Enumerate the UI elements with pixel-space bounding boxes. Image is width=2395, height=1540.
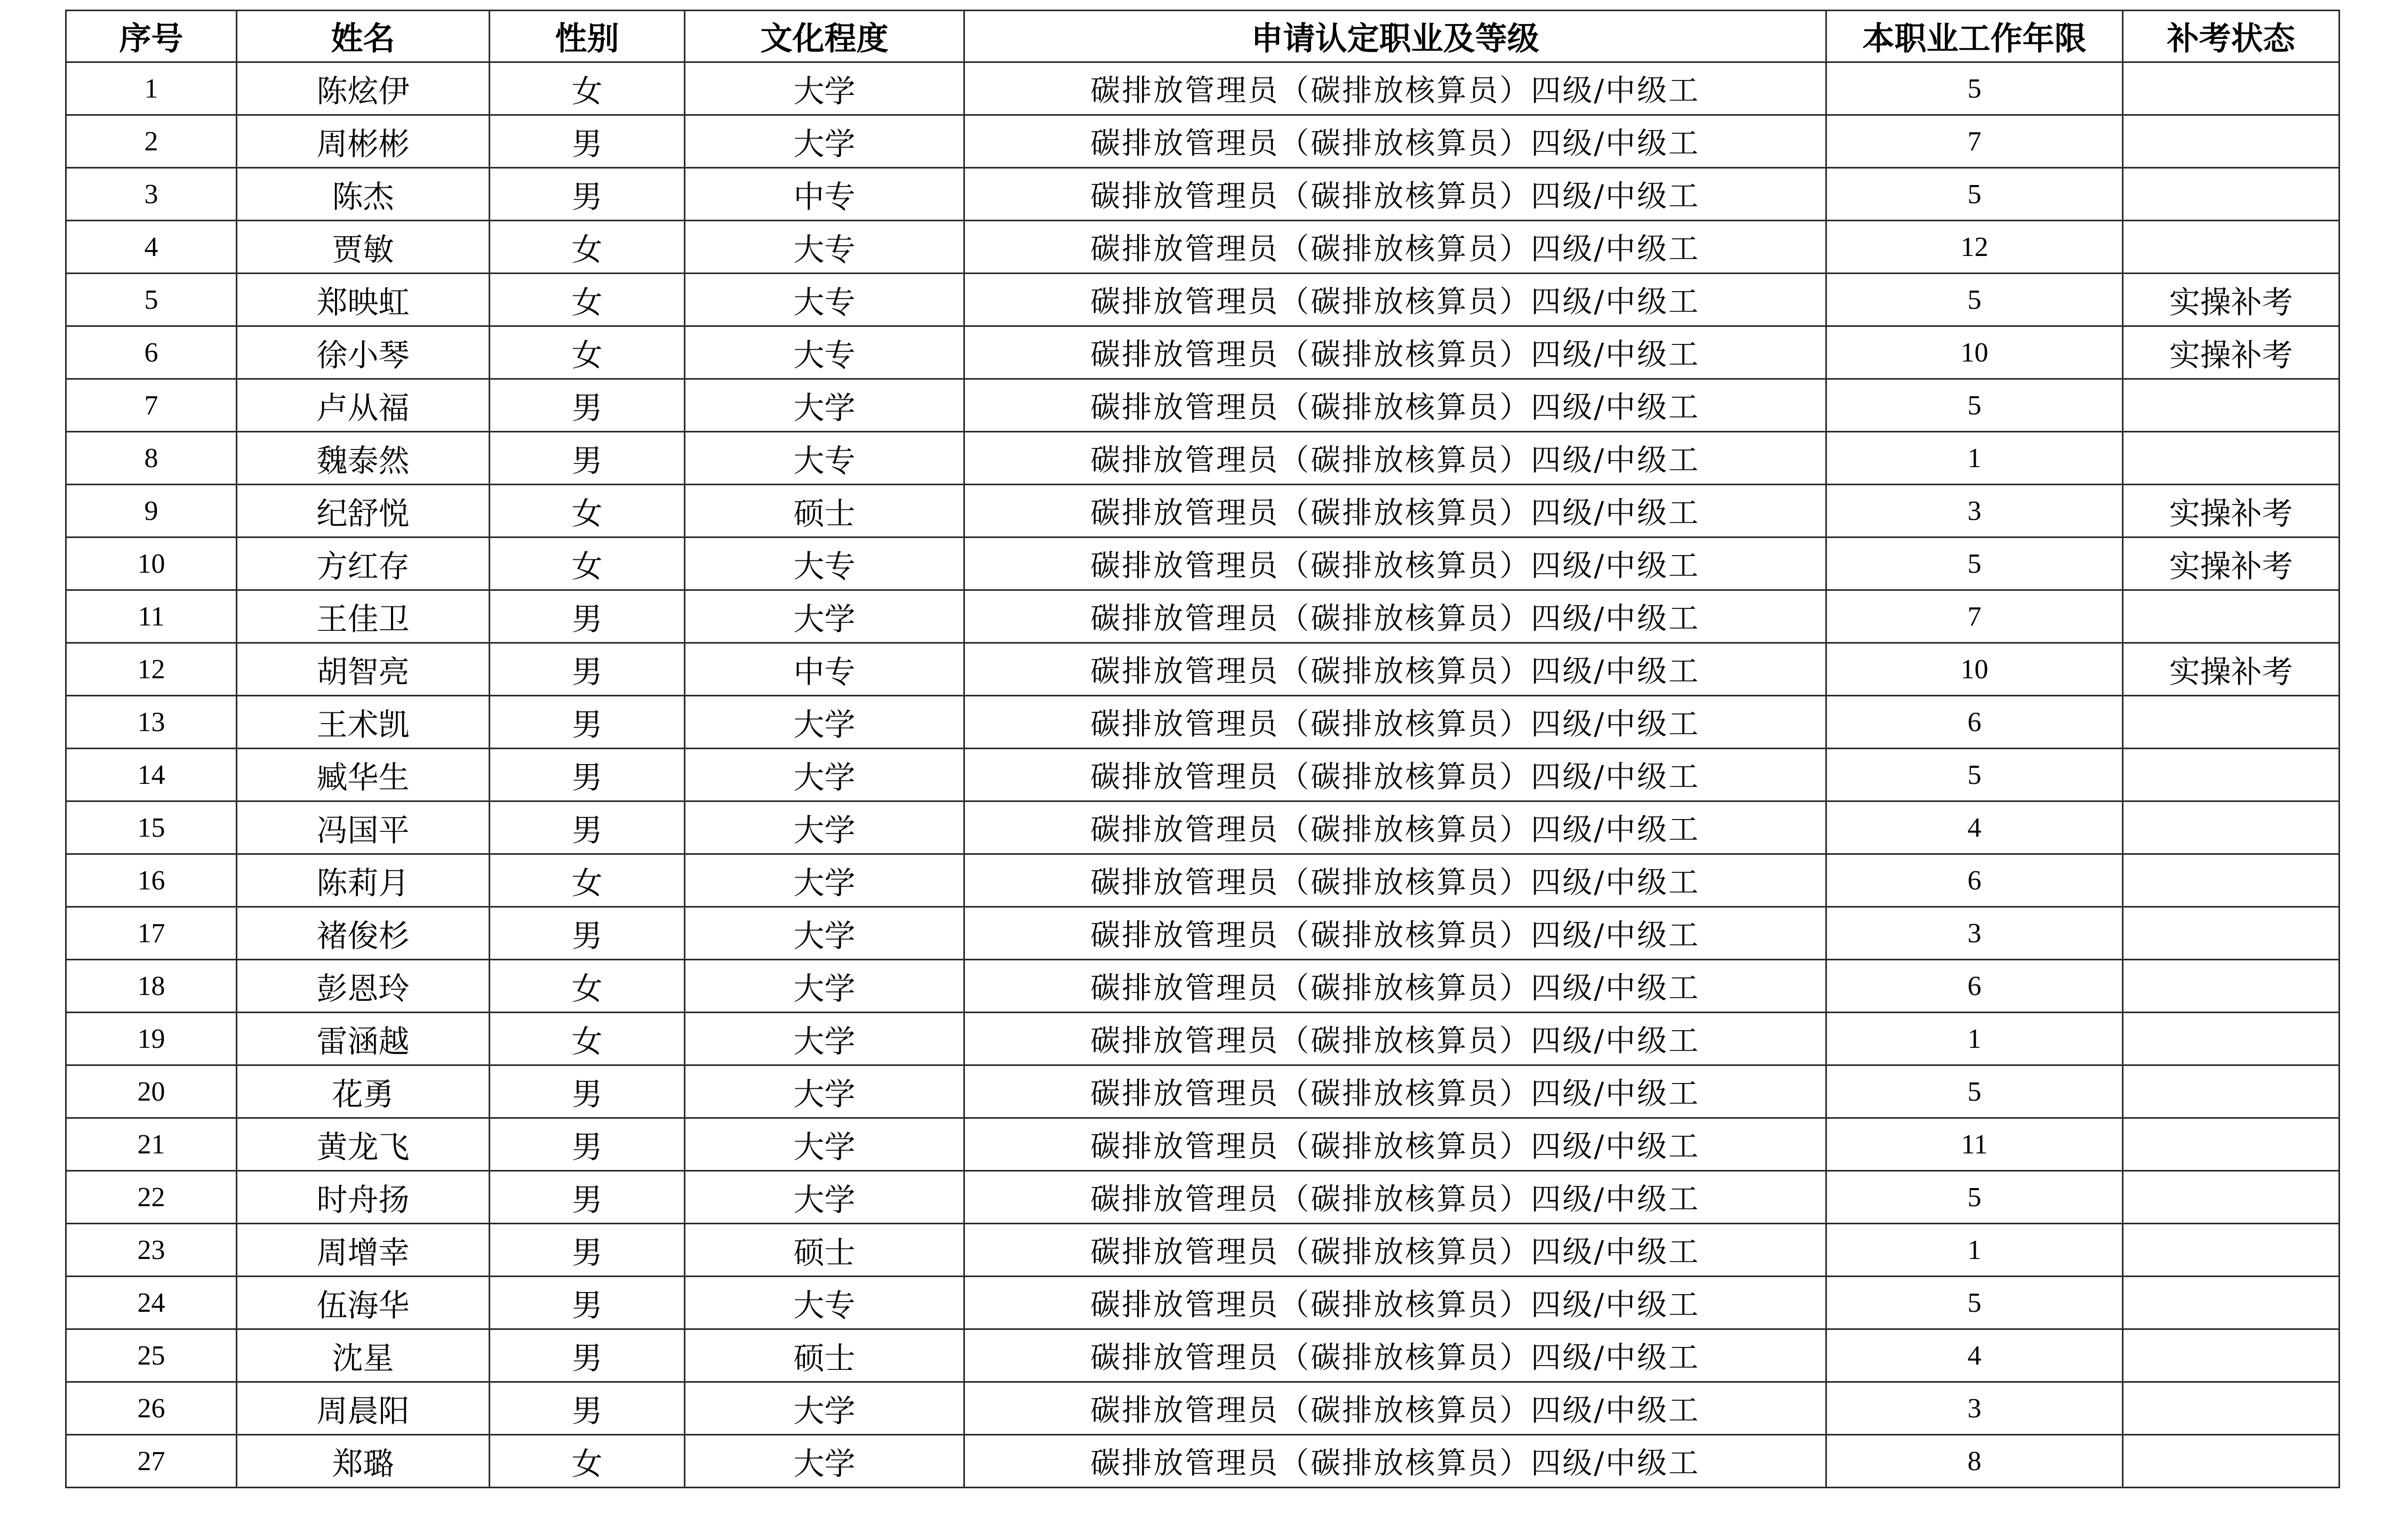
table-row — [66, 907, 2340, 960]
work-years-cell: 5 — [1826, 274, 2123, 326]
name-cell: 时舟扬 — [237, 1171, 490, 1224]
header-row — [66, 11, 2340, 62]
occupation-level-cell: 碳排放管理员（碳排放核算员）四级/中级工 — [964, 1224, 1826, 1277]
gender-cell: 男 — [490, 749, 685, 801]
table-row — [66, 274, 2340, 326]
serial-number-cell: 23 — [66, 1224, 237, 1277]
occupation-level-cell: 碳排放管理员（碳排放核算员）四级/中级工 — [964, 696, 1826, 749]
occupation-level-cell: 碳排放管理员（碳排放核算员）四级/中级工 — [964, 538, 1826, 590]
makeup-status-cell: 实操补考 — [2123, 538, 2340, 590]
makeup-status-cell — [2123, 749, 2340, 801]
work-years-cell: 1 — [1826, 432, 2123, 485]
serial-number-cell: 19 — [66, 1013, 237, 1065]
occupation-level-cell: 碳排放管理员（碳排放核算员）四级/中级工 — [964, 854, 1826, 907]
work-years-cell: 1 — [1826, 1013, 2123, 1065]
education-cell: 硕士 — [685, 485, 964, 538]
makeup-status-cell — [2123, 168, 2340, 221]
makeup-status-cell — [2123, 1065, 2340, 1118]
makeup-status-cell — [2123, 854, 2340, 907]
name-cell: 臧华生 — [237, 749, 490, 801]
education-cell: 大专 — [685, 538, 964, 590]
name-cell: 褚俊杉 — [237, 907, 490, 960]
gender-cell: 男 — [490, 907, 685, 960]
name-cell: 沈星 — [237, 1329, 490, 1382]
education-cell: 硕士 — [685, 1329, 964, 1382]
serial-number-cell: 13 — [66, 696, 237, 749]
makeup-status-cell — [2123, 1382, 2340, 1435]
work-years-cell: 7 — [1826, 115, 2123, 168]
table-row — [66, 432, 2340, 485]
name-cell: 王佳卫 — [237, 590, 490, 643]
header-gender: 性别 — [490, 11, 685, 62]
work-years-cell: 5 — [1826, 1065, 2123, 1118]
makeup-status-cell: 实操补考 — [2123, 274, 2340, 326]
occupation-level-cell: 碳排放管理员（碳排放核算员）四级/中级工 — [964, 1065, 1826, 1118]
occupation-level-cell: 碳排放管理员（碳排放核算员）四级/中级工 — [964, 749, 1826, 801]
table-header — [66, 11, 2340, 62]
occupation-level-cell: 碳排放管理员（碳排放核算员）四级/中级工 — [964, 960, 1826, 1013]
name-cell: 贾敏 — [237, 221, 490, 274]
table-row — [66, 1224, 2340, 1277]
occupation-level-cell: 碳排放管理员（碳排放核算员）四级/中级工 — [964, 1435, 1826, 1488]
table-row — [66, 1118, 2340, 1171]
gender-cell: 男 — [490, 1118, 685, 1171]
serial-number-cell: 25 — [66, 1329, 237, 1382]
name-cell: 陈杰 — [237, 168, 490, 221]
work-years-cell: 5 — [1826, 168, 2123, 221]
serial-number-cell: 1 — [66, 62, 237, 115]
work-years-cell: 4 — [1826, 801, 2123, 854]
table-row — [66, 485, 2340, 538]
work-years-cell: 3 — [1826, 907, 2123, 960]
gender-cell: 女 — [490, 485, 685, 538]
serial-number-cell: 3 — [66, 168, 237, 221]
makeup-status-cell: 实操补考 — [2123, 485, 2340, 538]
makeup-status-cell — [2123, 1171, 2340, 1224]
education-cell: 中专 — [685, 643, 964, 696]
table-row — [66, 1277, 2340, 1329]
gender-cell: 女 — [490, 538, 685, 590]
occupation-level-cell: 碳排放管理员（碳排放核算员）四级/中级工 — [964, 1329, 1826, 1382]
makeup-status-cell — [2123, 221, 2340, 274]
gender-cell: 女 — [490, 62, 685, 115]
serial-number-cell: 9 — [66, 485, 237, 538]
name-cell: 周彬彬 — [237, 115, 490, 168]
occupation-level-cell: 碳排放管理员（碳排放核算员）四级/中级工 — [964, 221, 1826, 274]
occupation-level-cell: 碳排放管理员（碳排放核算员）四级/中级工 — [964, 326, 1826, 379]
makeup-status-cell — [2123, 379, 2340, 432]
work-years-cell: 8 — [1826, 1435, 2123, 1488]
table-row — [66, 326, 2340, 379]
name-cell: 纪舒悦 — [237, 485, 490, 538]
occupation-level-cell: 碳排放管理员（碳排放核算员）四级/中级工 — [964, 485, 1826, 538]
makeup-status-cell — [2123, 960, 2340, 1013]
education-cell: 大学 — [685, 801, 964, 854]
work-years-cell: 4 — [1826, 1329, 2123, 1382]
gender-cell: 男 — [490, 1329, 685, 1382]
serial-number-cell: 18 — [66, 960, 237, 1013]
gender-cell: 男 — [490, 1382, 685, 1435]
table-row — [66, 1013, 2340, 1065]
table-row — [66, 749, 2340, 801]
serial-number-cell: 20 — [66, 1065, 237, 1118]
work-years-cell: 10 — [1826, 643, 2123, 696]
table-row — [66, 960, 2340, 1013]
table-row — [66, 1435, 2340, 1488]
table-row — [66, 801, 2340, 854]
serial-number-cell: 26 — [66, 1382, 237, 1435]
education-cell: 大学 — [685, 1382, 964, 1435]
name-cell: 陈莉月 — [237, 854, 490, 907]
header-makeup-status: 补考状态 — [2123, 11, 2340, 62]
gender-cell: 男 — [490, 115, 685, 168]
education-cell: 中专 — [685, 168, 964, 221]
education-cell: 硕士 — [685, 1224, 964, 1277]
gender-cell: 男 — [490, 1224, 685, 1277]
makeup-status-cell: 实操补考 — [2123, 643, 2340, 696]
makeup-status-cell — [2123, 1329, 2340, 1382]
makeup-status-cell — [2123, 1013, 2340, 1065]
work-years-cell: 5 — [1826, 538, 2123, 590]
work-years-cell: 5 — [1826, 1171, 2123, 1224]
work-years-cell: 5 — [1826, 1277, 2123, 1329]
gender-cell: 男 — [490, 168, 685, 221]
work-years-cell: 5 — [1826, 749, 2123, 801]
work-years-cell: 7 — [1826, 590, 2123, 643]
occupation-level-cell: 碳排放管理员（碳排放核算员）四级/中级工 — [964, 801, 1826, 854]
gender-cell: 男 — [490, 1277, 685, 1329]
header-name: 姓名 — [237, 11, 490, 62]
education-cell: 大学 — [685, 696, 964, 749]
serial-number-cell: 27 — [66, 1435, 237, 1488]
work-years-cell: 10 — [1826, 326, 2123, 379]
occupation-level-cell: 碳排放管理员（碳排放核算员）四级/中级工 — [964, 115, 1826, 168]
work-years-cell: 5 — [1826, 379, 2123, 432]
makeup-status-cell — [2123, 590, 2340, 643]
serial-number-cell: 24 — [66, 1277, 237, 1329]
table-row — [66, 854, 2340, 907]
name-cell: 黄龙飞 — [237, 1118, 490, 1171]
work-years-cell: 3 — [1826, 485, 2123, 538]
name-cell: 徐小琴 — [237, 326, 490, 379]
name-cell: 卢从福 — [237, 379, 490, 432]
occupation-level-cell: 碳排放管理员（碳排放核算员）四级/中级工 — [964, 168, 1826, 221]
education-cell: 大学 — [685, 1118, 964, 1171]
serial-number-cell: 17 — [66, 907, 237, 960]
serial-number-cell: 5 — [66, 274, 237, 326]
serial-number-cell: 7 — [66, 379, 237, 432]
header-serial-number: 序号 — [66, 11, 237, 62]
occupation-level-cell: 碳排放管理员（碳排放核算员）四级/中级工 — [964, 274, 1826, 326]
gender-cell: 女 — [490, 1013, 685, 1065]
gender-cell: 女 — [490, 221, 685, 274]
education-cell: 大学 — [685, 115, 964, 168]
name-cell: 彭恩玲 — [237, 960, 490, 1013]
name-cell: 王术凯 — [237, 696, 490, 749]
occupation-level-cell: 碳排放管理员（碳排放核算员）四级/中级工 — [964, 1277, 1826, 1329]
occupation-level-cell: 碳排放管理员（碳排放核算员）四级/中级工 — [964, 1171, 1826, 1224]
table-row — [66, 1382, 2340, 1435]
serial-number-cell: 6 — [66, 326, 237, 379]
education-cell: 大学 — [685, 1065, 964, 1118]
work-years-cell: 12 — [1826, 221, 2123, 274]
applicant-table — [65, 10, 2340, 1488]
gender-cell: 男 — [490, 801, 685, 854]
makeup-status-cell: 实操补考 — [2123, 326, 2340, 379]
education-cell: 大专 — [685, 432, 964, 485]
serial-number-cell: 2 — [66, 115, 237, 168]
header-occupation-level: 申请认定职业及等级 — [964, 11, 1826, 62]
education-cell: 大学 — [685, 749, 964, 801]
table-row — [66, 221, 2340, 274]
name-cell: 郑映虹 — [237, 274, 490, 326]
education-cell: 大学 — [685, 1435, 964, 1488]
serial-number-cell: 8 — [66, 432, 237, 485]
makeup-status-cell — [2123, 1277, 2340, 1329]
serial-number-cell: 4 — [66, 221, 237, 274]
education-cell: 大学 — [685, 1013, 964, 1065]
work-years-cell: 6 — [1826, 854, 2123, 907]
gender-cell: 男 — [490, 432, 685, 485]
education-cell: 大专 — [685, 326, 964, 379]
education-cell: 大学 — [685, 1171, 964, 1224]
occupation-level-cell: 碳排放管理员（碳排放核算员）四级/中级工 — [964, 1118, 1826, 1171]
serial-number-cell: 10 — [66, 538, 237, 590]
makeup-status-cell — [2123, 432, 2340, 485]
table-row — [66, 379, 2340, 432]
table-row — [66, 643, 2340, 696]
education-cell: 大专 — [685, 274, 964, 326]
gender-cell: 男 — [490, 696, 685, 749]
education-cell: 大学 — [685, 62, 964, 115]
serial-number-cell: 11 — [66, 590, 237, 643]
makeup-status-cell — [2123, 907, 2340, 960]
gender-cell: 男 — [490, 643, 685, 696]
header-work-years: 本职业工作年限 — [1826, 11, 2123, 62]
header-education: 文化程度 — [685, 11, 964, 62]
occupation-level-cell: 碳排放管理员（碳排放核算员）四级/中级工 — [964, 379, 1826, 432]
name-cell: 花勇 — [237, 1065, 490, 1118]
work-years-cell: 3 — [1826, 1382, 2123, 1435]
name-cell: 陈炫伊 — [237, 62, 490, 115]
education-cell: 大学 — [685, 907, 964, 960]
name-cell: 伍海华 — [237, 1277, 490, 1329]
education-cell: 大学 — [685, 854, 964, 907]
gender-cell: 女 — [490, 274, 685, 326]
gender-cell: 女 — [490, 854, 685, 907]
gender-cell: 男 — [490, 379, 685, 432]
work-years-cell: 11 — [1826, 1118, 2123, 1171]
occupation-level-cell: 碳排放管理员（碳排放核算员）四级/中级工 — [964, 907, 1826, 960]
education-cell: 大专 — [685, 1277, 964, 1329]
table-row — [66, 1171, 2340, 1224]
name-cell: 雷涵越 — [237, 1013, 490, 1065]
table-body — [66, 62, 2340, 1488]
gender-cell: 男 — [490, 1065, 685, 1118]
makeup-status-cell — [2123, 115, 2340, 168]
makeup-status-cell — [2123, 62, 2340, 115]
education-cell: 大专 — [685, 221, 964, 274]
table-row — [66, 168, 2340, 221]
table-row — [66, 115, 2340, 168]
gender-cell: 女 — [490, 960, 685, 1013]
table-row — [66, 62, 2340, 115]
makeup-status-cell — [2123, 1118, 2340, 1171]
name-cell: 冯国平 — [237, 801, 490, 854]
table-row — [66, 696, 2340, 749]
occupation-level-cell: 碳排放管理员（碳排放核算员）四级/中级工 — [964, 1013, 1826, 1065]
education-cell: 大学 — [685, 590, 964, 643]
serial-number-cell: 21 — [66, 1118, 237, 1171]
name-cell: 魏泰然 — [237, 432, 490, 485]
name-cell: 周晨阳 — [237, 1382, 490, 1435]
gender-cell: 男 — [490, 590, 685, 643]
makeup-status-cell — [2123, 801, 2340, 854]
education-cell: 大学 — [685, 379, 964, 432]
work-years-cell: 5 — [1826, 62, 2123, 115]
serial-number-cell: 14 — [66, 749, 237, 801]
occupation-level-cell: 碳排放管理员（碳排放核算员）四级/中级工 — [964, 590, 1826, 643]
work-years-cell: 6 — [1826, 696, 2123, 749]
table-row — [66, 590, 2340, 643]
name-cell: 方红存 — [237, 538, 490, 590]
name-cell: 郑璐 — [237, 1435, 490, 1488]
serial-number-cell: 12 — [66, 643, 237, 696]
occupation-level-cell: 碳排放管理员（碳排放核算员）四级/中级工 — [964, 1382, 1826, 1435]
gender-cell: 女 — [490, 1435, 685, 1488]
occupation-level-cell: 碳排放管理员（碳排放核算员）四级/中级工 — [964, 643, 1826, 696]
work-years-cell: 6 — [1826, 960, 2123, 1013]
education-cell: 大学 — [685, 960, 964, 1013]
makeup-status-cell — [2123, 1224, 2340, 1277]
makeup-status-cell — [2123, 696, 2340, 749]
serial-number-cell: 16 — [66, 854, 237, 907]
gender-cell: 女 — [490, 326, 685, 379]
table-row — [66, 538, 2340, 590]
gender-cell: 男 — [490, 1171, 685, 1224]
name-cell: 胡智亮 — [237, 643, 490, 696]
serial-number-cell: 22 — [66, 1171, 237, 1224]
makeup-status-cell — [2123, 1435, 2340, 1488]
work-years-cell: 1 — [1826, 1224, 2123, 1277]
serial-number-cell: 15 — [66, 801, 237, 854]
table-row — [66, 1329, 2340, 1382]
occupation-level-cell: 碳排放管理员（碳排放核算员）四级/中级工 — [964, 62, 1826, 115]
occupation-level-cell: 碳排放管理员（碳排放核算员）四级/中级工 — [964, 432, 1826, 485]
name-cell: 周增幸 — [237, 1224, 490, 1277]
table-row — [66, 1065, 2340, 1118]
